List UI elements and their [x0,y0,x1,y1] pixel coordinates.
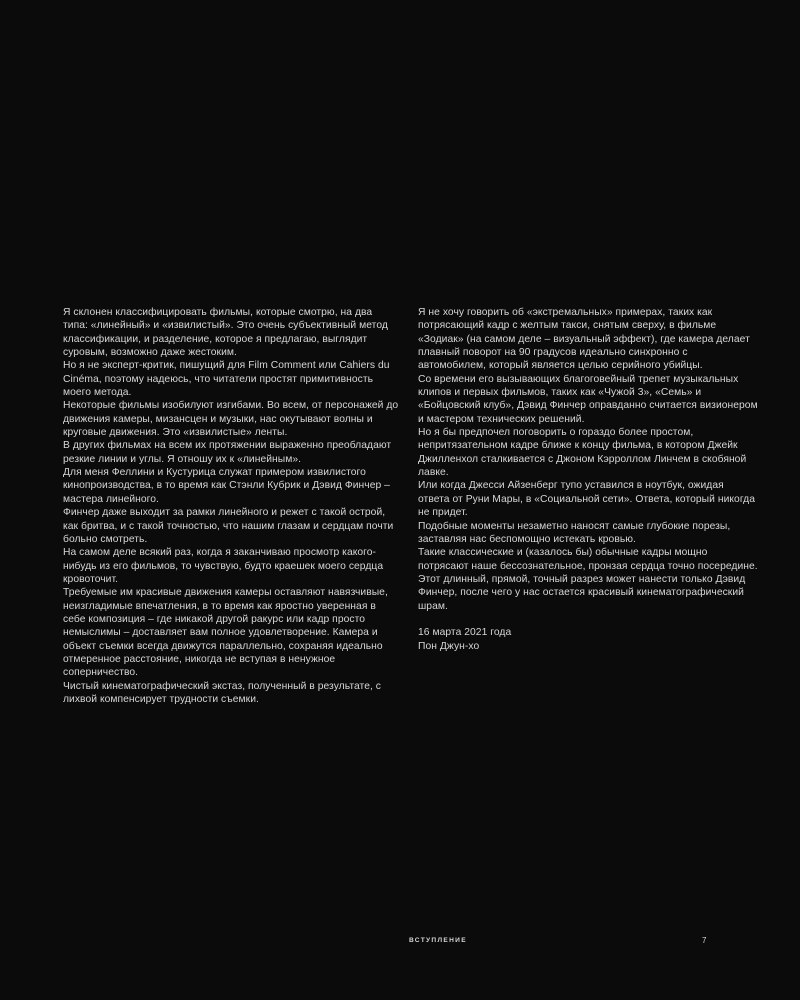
paragraph: Но я не эксперт-критик, пишущий для Film Comment или Cahiers du Cinéma, поэтому надеюсь, что читатели простят примитивность моего метода. [63,360,390,399]
paragraph: Со времени его вызывающих благоговейный трепет музыкальных клипов и первых фильмов, таких как «Чужой 3», «Семь» и «Бойцовский клуб», Дэвид Финчер оправданно считается визионером и мастером технических решений. [418,373,758,425]
paragraph: Я не хочу говорить об «экстремальных» примерах, таких как потрясающий кадр с желтым такси, снятым сверху, в фильме «Зодиак» (на самом деле – визуальный эффект), где камера делает плавный поворот на 90 градусов идеально синхронно с автомобилем, который является целью серийного убийцы. [418,307,750,372]
page-number: 7 [702,936,707,945]
signature-date: 16 марта 2021 года [418,627,512,639]
paragraph: Подобные моменты незаметно наносят самые глубокие порезы, заставляя нас беспомощно истекать кровью. [418,520,731,545]
paragraph: Некоторые фильмы изобилуют изгибами. Во всем, от персонажей до движения камеры, мизансцен и музыки, нас окутывают волны и круговые движения. Это «извилистые» ленты. [63,400,399,439]
right-text-column [418,306,758,653]
paragraph: Чистый кинематографический экстаз, полученный в результате, с лихвой компенсирует трудности съемки. [63,680,381,705]
paragraph: На самом деле всякий раз, когда я заканчиваю просмотр какого-нибудь из его фильмов, то чувствую, будто краешек моего сердца кровоточит. [63,547,384,585]
left-text-column [63,306,399,706]
paragraph: Этот длинный, прямой, точный разрез может нанести только Дэвид Финчер, после чего у нас остается красивый кинематографический шрам. [418,573,746,612]
paragraph: В других фильмах на всем их протяжении выраженно преобладают резкие линии и углы. Я отношу их к «линейным». [63,440,392,465]
paragraph: Такие классические и (казалось бы) обычные кадры мощно потрясают наше бессознательное, пронзая сердца точно посередине. [418,547,758,572]
paragraph: Или когда Джесси Айзенберг тупо уставился в ноутбук, ожидая ответа от Руни Мары, в «Социальной сети». Ответа, который никогда не придет. [418,480,756,519]
signature-author: Пон Джун-хо [418,640,480,652]
running-footer-section: ВСТУПЛЕНИЕ [409,937,467,944]
paragraph: Но я бы предпочел поговорить о гораздо более простом, непритязательном кадре ближе к концу фильма, в котором Джейк Джилленхол сталкивается с Джоном Кэрроллом Линчем в скобяной лавке. [418,427,747,479]
paragraph: Требуемые им красивые движения камеры оставляют навязчивые, неизгладимые впечатления, в то время как яростно уверенная в себе композиция – где никакой другой ракурс или кадр просто немыслимы – доставляет вам полное удовлетворение. Камера и объект съемки всегда движутся параллельно, сохраняя идеально отмеренное расстояние, никогда не вступая в ненужное соперничество. [63,587,388,679]
paragraph: Я склонен классифицировать фильмы, которые смотрю, на два типа: «линейный» и «извилистый». Это очень субъективный метод классификации, и разделение, которое я предлагаю, выглядит суровым, возможно даже жестоким. [63,307,388,359]
paragraph: Финчер даже выходит за рамки линейного и режет с такой острой, как бритва, и с такой точностью, что нашим глазам и сердцам почти больно смотреть. [63,507,394,545]
paragraph: Для меня Феллини и Кустурица служат примером извилистого кинопроизводства, в то время как Стэнли Кубрик и Дэвид Финчер – мастера линейного. [63,467,390,505]
